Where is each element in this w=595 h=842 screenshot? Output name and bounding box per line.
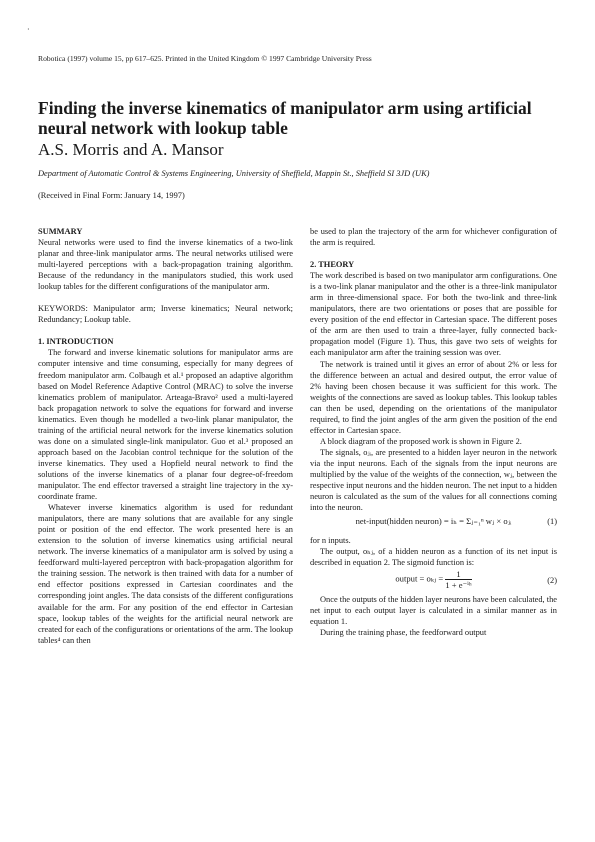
theory-paragraph-3: A block diagram of the proposed work is shown in Figure 2. — [320, 436, 522, 446]
page-mark: · — [27, 25, 30, 34]
article-authors: A.S. Morris and A. Mansor — [38, 140, 224, 159]
theory-paragraph-2: The network is trained until it gives an error of about 2% or less for the difference between an actual and desired output, the error value of 2% having been chosen because it was sufficient for this work. The weights of the connections are saved as lookup tables. This lookup tables can then be used, depending on the orientations of the manipulator required, to find the joint angles of the arm given the position of the end effector in Cartesian space. — [310, 359, 557, 435]
for-n-inputs: for n inputs. — [310, 536, 351, 546]
intro-heading: 1. INTRODUCTION — [38, 337, 114, 347]
theory-paragraph-1: The work described is based on two manipulator arm configurations. One is a two-link planar manipulator and the other is a three-link manipulator arm in three-dimensional space. For both the two-link and three-link manipulators, there are two orientations or poses that are possible for every position of the end effector in Cartesian space. The different poses of the arm are then used to train a three-layer, fully connected back-propagation model (Figure 1). Thus, this gave two sets of weights for each manipulator arm after the training session was over. — [310, 271, 557, 358]
equation-2-denominator: 1 + e⁻ⁱʰ — [445, 580, 472, 591]
summary-heading: SUMMARY — [38, 227, 83, 236]
equation-1-number: (1) — [547, 517, 557, 527]
intro-paragraph-1: The forward and inverse kinematic solutions for manipulator arms are computer intensive and time consuming, especially for many degrees of freedom manipulator arm. Colbaugh et al.¹ proposed an adaptive algorithm based on Model Reference Adaptive Control (MRAC) to solve the inverse kinematics problem of manipulator. Arteaga-Bravo² used a multi-layered back propagation network to solve the equations for forward and inverse kinematics. Even though he modelled a two-link planar manipulator, the training of the artificial neural network for the inverse kinematics solution was done on a simulated single-link manipulator. Guo et al.³ proposed an approach based on the Jacobian control technique for the solution of the inverse kinematics. They used a Hopfield neural network to find the solutions of the inverse kinematics of a planar four degree-of-freedom manipulator. The end effector traversed a straight line trajectory in the xy-coordinate frame. — [38, 348, 293, 502]
left-column — [38, 226, 293, 646]
summary-text: Neural networks were used to find the inverse kinematics of a two-link planar and three-link manipulator arms. The neural networks utilised were multi-layered perceptions with a back-propagation training algorithm. Because of the redundancy in the manipulators studied, this work used lookup tables for the different configurations of the manipulator arm. — [38, 238, 293, 292]
equation-1-body: net-input(hidden neuron) = iₕ = Σⱼ₌₁ⁿ wⱼ × oⱼᵢ — [355, 516, 512, 527]
equation-2-fraction — [445, 569, 471, 590]
theory-paragraph-4: The signals, oⱼᵢ, are presented to a hidden layer neuron in the network via the input neurons. Each of the signals from the input neurons are multiplied by the value of the weights of the connection, wⱼ, between the respective input neurons and the hidden neuron. The net input to a hidden neuron is calculated as the sum of the values for all connections coming into the neuron. — [310, 447, 557, 513]
equation-1 — [310, 513, 557, 535]
article-title: Finding the inverse kinematics of manipulator arm using artificial neural network with lookup table — [38, 98, 532, 138]
running-head: Robotica (1997) volume 15, pp 617–625. Printed in the United Kingdom © 1997 Cambridge University Press — [38, 54, 372, 63]
theory-paragraph-6: Once the outputs of the hidden layer neurons have been calculated, the net input to each output layer is calculated in a similar manner as in equation 1. — [310, 595, 557, 627]
received-date: (Received in Final Form: January 14, 1997) — [38, 191, 185, 200]
theory-paragraph-7: During the training phase, the feedforward output — [320, 628, 487, 638]
theory-heading: 2. THEORY — [310, 260, 355, 270]
keywords: KEYWORDS: Manipulator arm; Inverse kinematics; Neural network; Redundancy; Lookup table. — [38, 304, 293, 325]
theory-paragraph-5: The output, oₕⱼ, of a hidden neuron as a function of its net input is described in equation 2. The sigmoid function is: — [310, 547, 557, 568]
equation-2 — [310, 568, 557, 594]
equation-2-lhs: output = oₖⱼ = — [395, 573, 444, 584]
equation-2-numerator: 1 — [445, 569, 471, 580]
right-column — [310, 226, 557, 639]
article-affiliation: Department of Automatic Control & Systems Engineering, University of Sheffield, Mappin St., Sheffield SI 3JD (UK) — [38, 169, 430, 178]
intro-paragraph-2: Whatever inverse kinematics algorithm is used for redundant manipulators, there are many solutions that are available for any single point or position of the end effector. The work presented here is an extension to the solution of inverse kinematics using artificial neural network. The inverse kinematics of a manipulator arm is solved by using a feedforward multi-layered perceptron with back-propagation algorithm for the training session. The network is then trained with data for a number of end effector positions expressed in Cartesian coordinates and the corresponding joint angles. The data consists of the different configurations available for the arm. For any position of the end effector in Cartesian space, lookup tables of the weights for the artificial neural network are created for each of the configurations or orientations of the arm. The lookup tables⁴ can then — [38, 503, 293, 645]
equation-2-number: (2) — [547, 576, 557, 586]
continued-text: be used to plan the trajectory of the arm for whichever configuration of the arm is required. — [310, 227, 557, 248]
